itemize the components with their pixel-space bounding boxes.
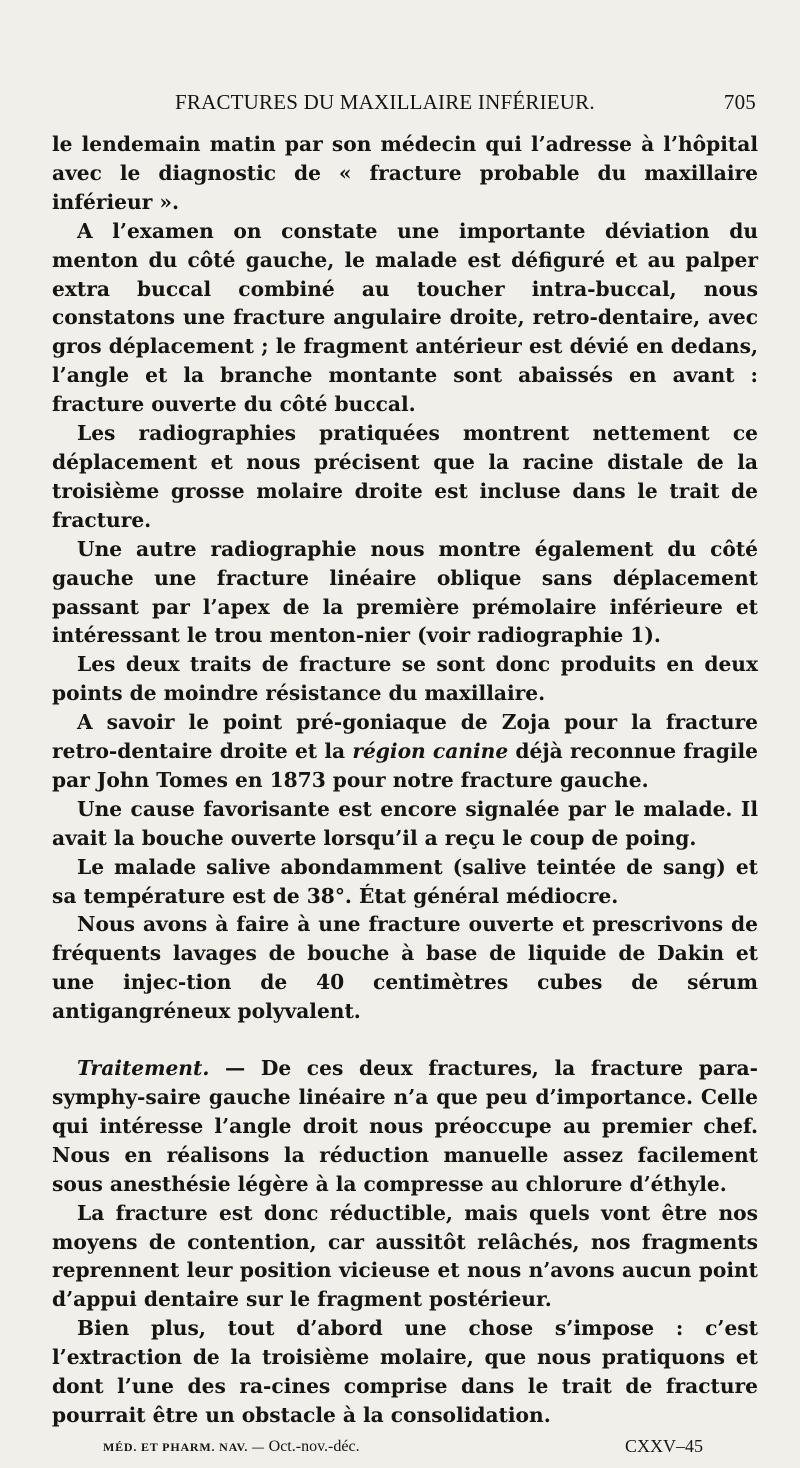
paragraph-8: Le malade salive abondamment (salive teintée de sang) et sa température est de 38°. État général médiocre. (52, 854, 758, 908)
paragraph-4: Une autre radiographie nous montre également du côté gauche une fracture linéaire oblique sans déplacement passant par l’apex de la première prémolaire inférieure et intéressant le trou menton-nier (voir radiographie 1). (52, 536, 758, 648)
printer-signature: CXXV–45 (624, 1436, 703, 1456)
running-title: FRACTURES DU MAXILLAIRE INFÉRIEUR. (175, 90, 595, 114)
paragraph-5: Les deux traits de fracture se sont donc produits en deux points de moindre résistance du maxillaire. (52, 652, 758, 706)
paragraph-12: Bien plus, tout d’abord une chose s’impose : c’est l’extraction de la troisième molaire, que nous pratiquons et dont l’une des ra-cines comprise dans le trait de fracture pourrait être un obstacle à la consolidation. (52, 1316, 758, 1427)
page-number: 705 (723, 90, 756, 114)
paragraph-9: Nous avons à faire à une fracture ouverte et prescrivons de fréquents lavages de bouche à base de liquide de Dakin et une injec-tion de 40 centimètres cubes de sérum antigangréneux polyvalent. (52, 912, 758, 1024)
section-heading-traitement: Traitement. (77, 1056, 210, 1081)
paragraph-2: A l’examen on constate une importante déviation du menton du côté gauche, le malade est défiguré et au palper extra buccal combiné au toucher intra-buccal, nous constatons une fracture angulaire droite, retro-dentaire, avec gros déplacement ; le fragment antérieur est dévié en dedans, l’angle et la branche montante sont abaissés en avant : fracture ouverte du côté buccal. (52, 218, 758, 417)
emphasis-region-canine: région canine (352, 739, 509, 764)
body-text (52, 130, 758, 1430)
paragraph-11: La fracture est donc réductible, mais quels vont être nos moyens de contention, car aussitôt relâchés, nos fragments reprennent leur position vicieuse et nous n’avons aucun point d’appui dentaire sur le fragment postérieur. (52, 1200, 758, 1312)
paragraph-6-start: A savoir le point pré-goniaque de Zoja pour la fracture retro-dentaire droite et la (52, 710, 758, 764)
journal-reference (103, 1438, 360, 1456)
paragraph-6-end: déjà reconnue fragile par John Tomes en 1873 pour notre fracture gauche. (52, 739, 758, 792)
journal-name: MÉD. ET PHARM. NAV. — (103, 1440, 265, 1454)
issue-period: Oct.-nov.-déc. (268, 1438, 360, 1455)
paragraph-7: Une cause favorisante est encore signalée par le malade. Il avait la bouche ouverte lorsqu’il a reçu le coup de poing. (52, 796, 758, 850)
running-header (175, 90, 756, 120)
paragraph-6 (52, 708, 758, 795)
paragraph-1: le lendemain matin par son médecin qui l’adresse à l’hôpital avec le diagnostic de « fracture probable du maxillaire inférieur ». (52, 132, 758, 214)
paragraph-treatment (52, 1054, 758, 1199)
paragraph-treatment-text: — De ces deux fractures, la fracture para-symphy-saire gauche linéaire n’a que peu d’importance. Celle qui intéresse l’angle droit nous préoccupe au premier chef. Nous en réalisons la réduction manuelle assez facilement sous anesthésie légère à la compresse au chlorure d’éthyle. (52, 1056, 758, 1196)
page-footer (103, 1436, 703, 1460)
paragraph-3: Les radiographies pratiquées montrent nettement ce déplacement et nous précisent que la racine distale de la troisième grosse molaire droite est incluse dans le trait de fracture. (52, 421, 758, 532)
